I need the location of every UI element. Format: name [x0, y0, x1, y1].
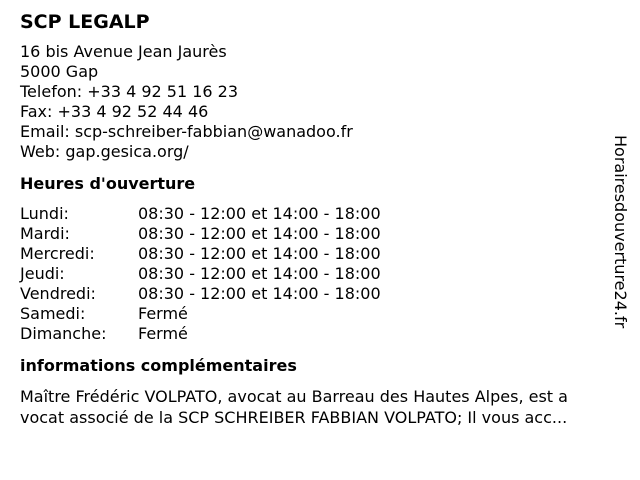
opening-hours-heading: Heures d'ouverture: [20, 174, 196, 193]
contact-block: [20, 42, 620, 162]
address-city: 5000 Gap: [20, 62, 99, 81]
info-text-line: Maître Frédéric VOLPATO, avocat au Barreau des Hautes Alpes, est a: [20, 387, 568, 406]
hours-row-tuesday: [20, 224, 620, 244]
day-hours: 08:30 - 12:00 et 14:00 - 18:00: [138, 284, 381, 303]
hours-row-friday: [20, 284, 620, 304]
hours-row-monday: [20, 204, 620, 224]
day-hours: Fermé: [138, 324, 188, 343]
day-hours: 08:30 - 12:00 et 14:00 - 18:00: [138, 244, 381, 263]
day-label: Jeudi:: [20, 264, 65, 283]
additional-info-text: [20, 386, 620, 428]
day-hours: Fermé: [138, 304, 188, 323]
email-address[interactable]: Email: scp-schreiber-fabbian@wanadoo.fr: [20, 122, 353, 141]
business-name: SCP LEGALP: [20, 11, 150, 33]
day-hours: 08:30 - 12:00 et 14:00 - 18:00: [138, 204, 381, 223]
fax-number: Fax: +33 4 92 52 44 46: [20, 102, 209, 121]
day-label: Mercredi:: [20, 244, 95, 263]
business-card: [20, 10, 620, 428]
hours-row-sunday: [20, 324, 620, 344]
day-label: Dimanche:: [20, 324, 107, 343]
site-watermark: Horairesdouverture24.fr: [611, 135, 630, 329]
day-label: Vendredi:: [20, 284, 96, 303]
day-label: Mardi:: [20, 224, 70, 243]
phone-number[interactable]: Telefon: +33 4 92 51 16 23: [20, 82, 239, 101]
hours-row-thursday: [20, 264, 620, 284]
day-hours: 08:30 - 12:00 et 14:00 - 18:00: [138, 224, 381, 243]
website-link[interactable]: Web: gap.gesica.org/: [20, 142, 189, 161]
info-text-line: vocat associé de la SCP SCHREIBER FABBIAN VOLPATO; Il vous acc...: [20, 408, 568, 427]
day-hours: 08:30 - 12:00 et 14:00 - 18:00: [138, 264, 381, 283]
address-street: 16 bis Avenue Jean Jaurès: [20, 42, 227, 61]
day-label: Lundi:: [20, 204, 69, 223]
hours-row-saturday: [20, 304, 620, 324]
hours-row-wednesday: [20, 244, 620, 264]
opening-hours-table: [20, 204, 620, 344]
additional-info-heading: informations complémentaires: [20, 356, 297, 375]
day-label: Samedi:: [20, 304, 86, 323]
